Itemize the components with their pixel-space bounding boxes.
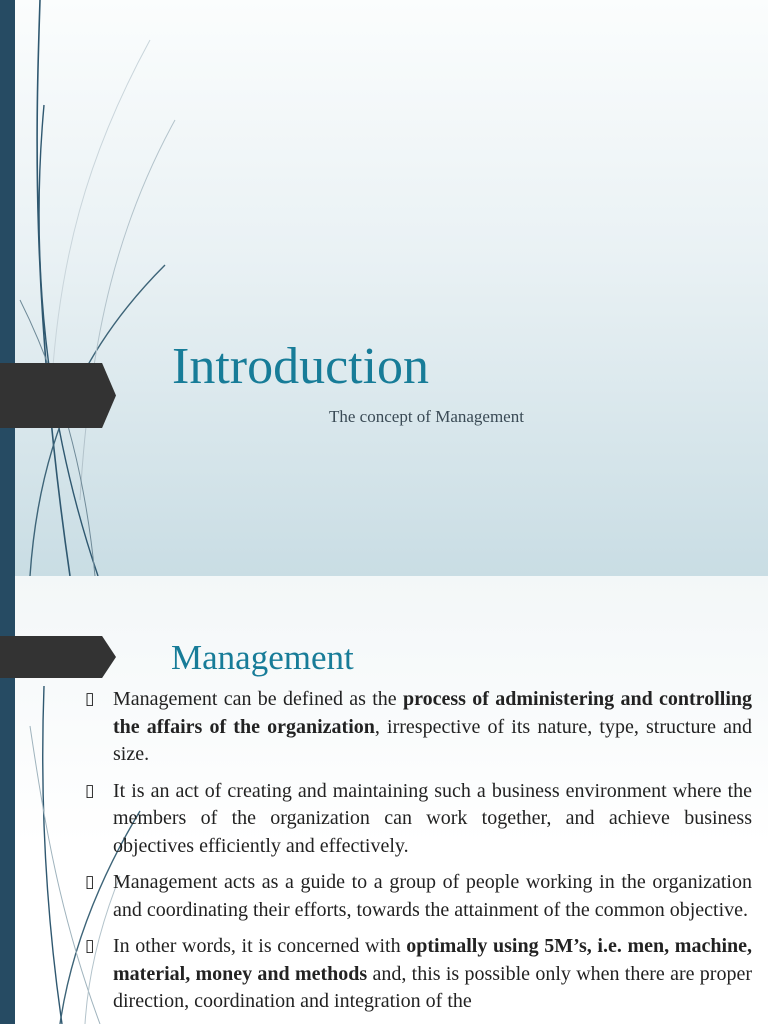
bullet-text: Management can be defined as the	[113, 688, 403, 710]
bullet-text: Management acts as a guide to a group of people working in the organization and coordinating their efforts, towards the attainment of the common objective.	[113, 871, 752, 921]
bullet-list	[85, 686, 752, 1024]
title-tab-marker	[0, 363, 116, 428]
bullet-bold-text: process of administering and controlling the affairs of the organization	[113, 688, 752, 738]
bullet-item	[85, 869, 752, 924]
slide-subtitle: The concept of Management	[329, 407, 524, 426]
slide-title: Management	[171, 638, 354, 677]
bullet-text: It is an act of creating and maintaining such a business environment where the members of the organization can work together, and achieve business objectives efficiently and effectively.	[113, 779, 752, 857]
bullet-text: In other words, it is concerned with	[113, 935, 407, 957]
bullet-icon: ▯	[85, 936, 95, 956]
bullet-icon: ▯	[85, 689, 95, 709]
left-accent-bar	[0, 0, 15, 576]
bullet-icon: ▯	[85, 872, 95, 892]
bullet-text: , irrespective of its nature, type, structure and size.	[113, 715, 753, 765]
bullet-bold-text: optimally using 5M’s, i.e. men, machine, material, money and methods	[113, 935, 752, 985]
bullet-item	[85, 778, 752, 861]
bullet-item	[85, 933, 752, 1016]
content-slide	[0, 576, 768, 1024]
bullet-icon: ▯	[85, 780, 95, 801]
slide-title: Introduction	[172, 338, 430, 395]
bullet-text: and, this is possible only when there are proper direction, coordination and integration of the	[113, 962, 752, 1012]
bullet-item	[85, 686, 752, 769]
title-tab-marker	[0, 636, 116, 678]
